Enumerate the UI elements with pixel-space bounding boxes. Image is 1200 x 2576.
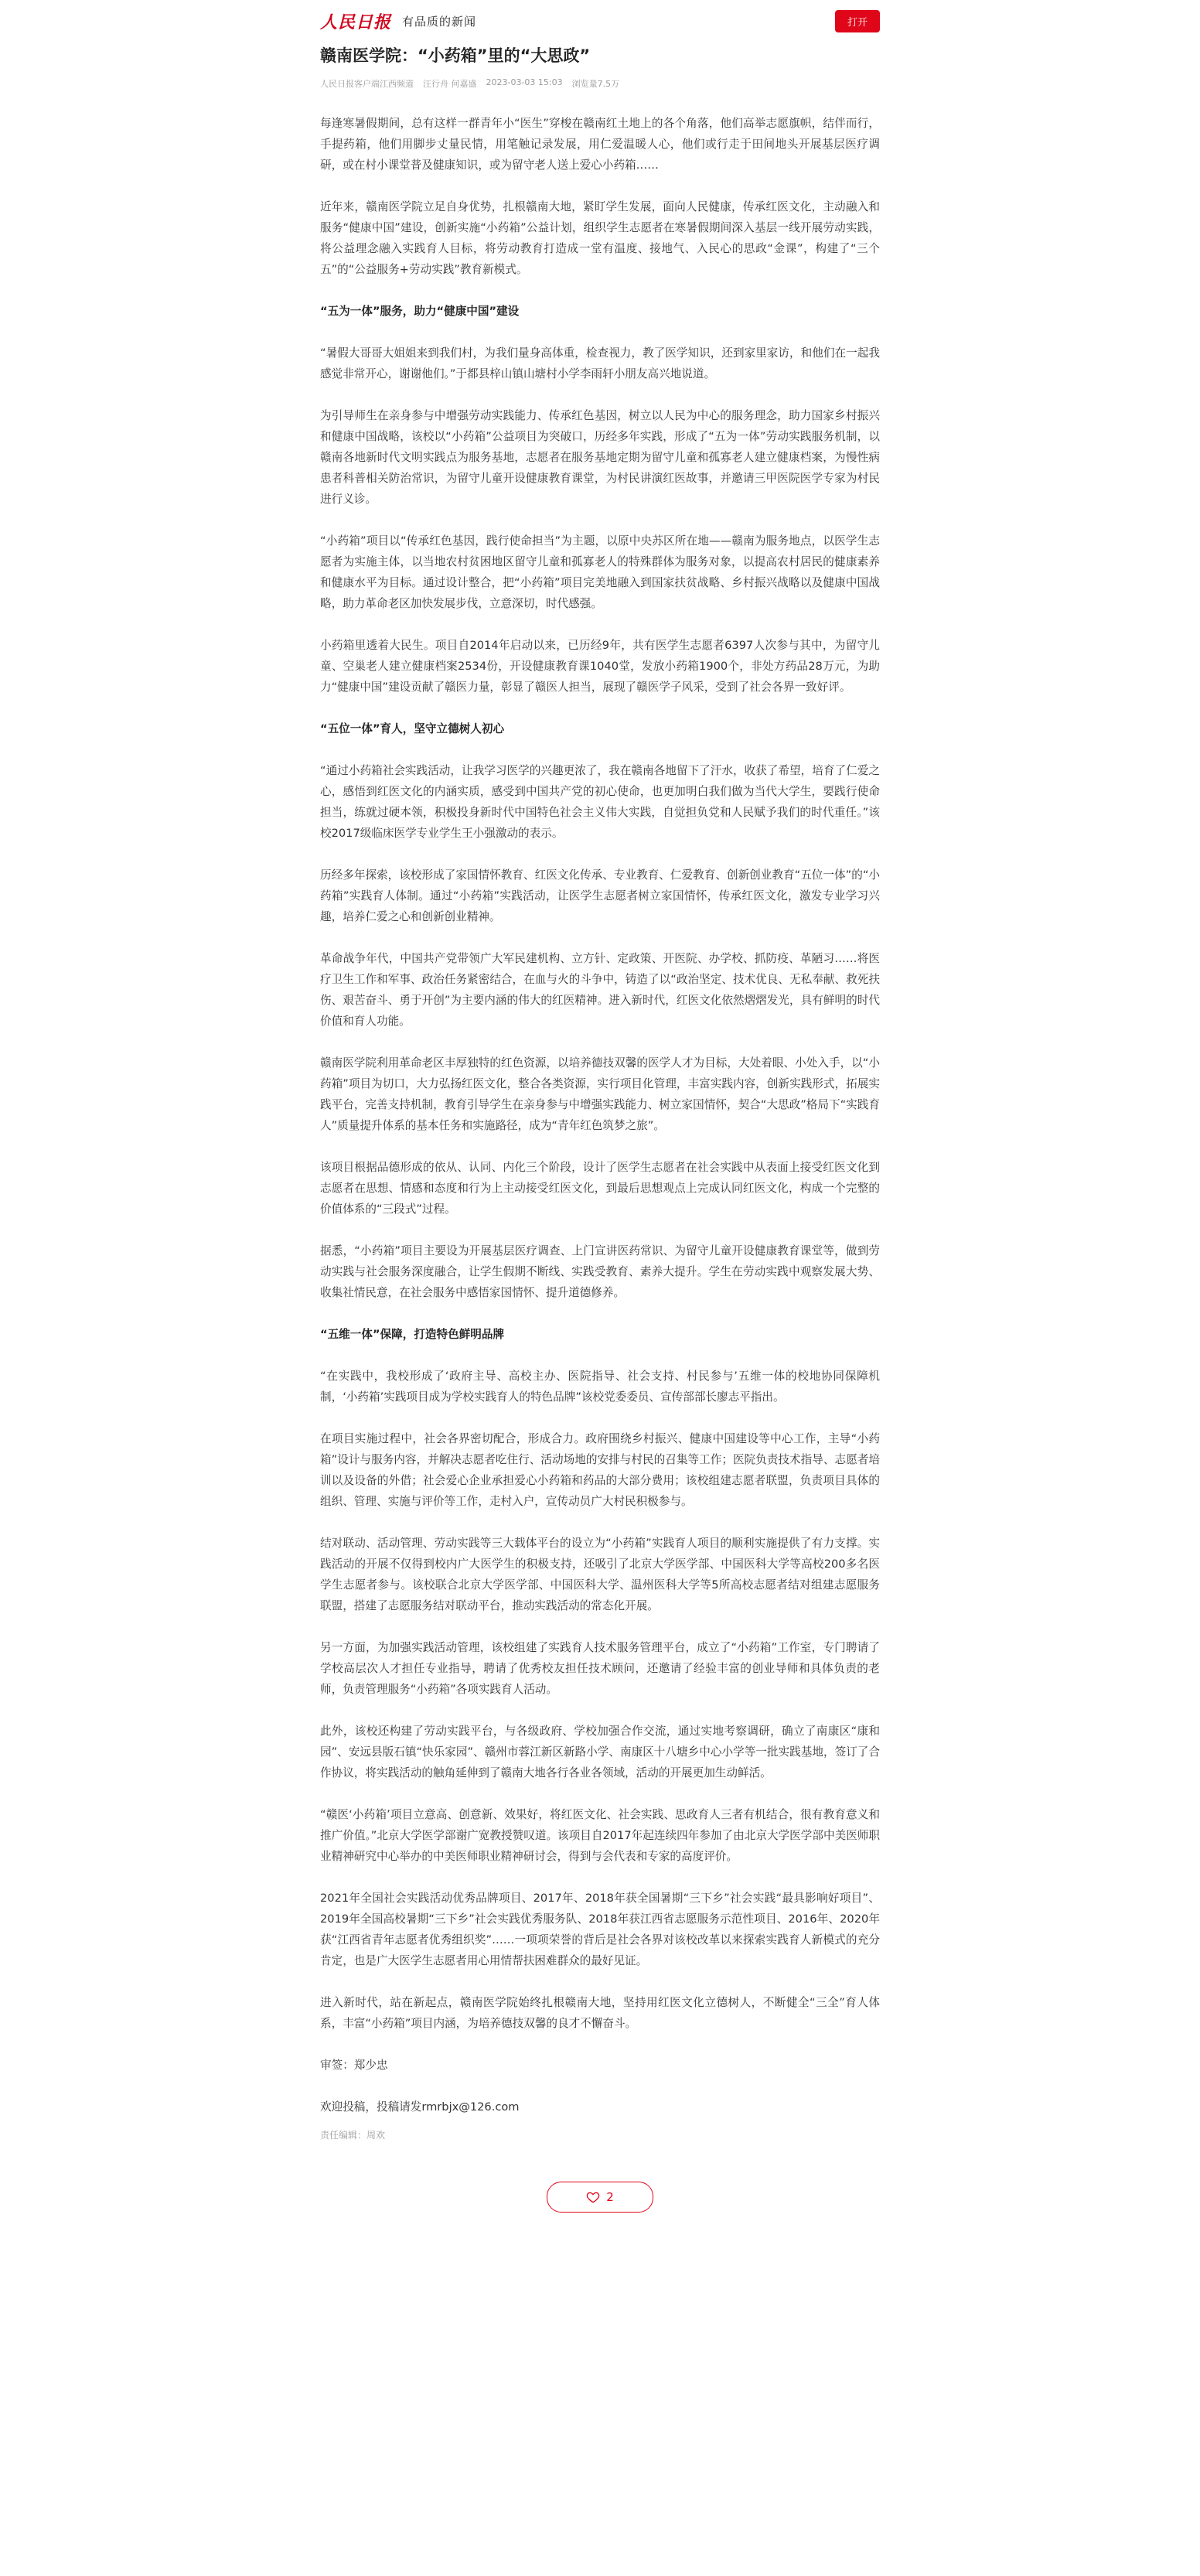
heart-icon bbox=[586, 2190, 600, 2204]
article-paragraph: 历经多年探索，该校形成了家国情怀教育、红医文化传承、专业教育、仁爱教育、创新创业教育“五位一体”的“小药箱”实践育人体制。通过“小药箱”实践活动，让医学生志愿者树立家国情怀，传承红医文化，激发专业学习兴趣，培养仁爱之心和创新创业精神。 bbox=[320, 868, 880, 923]
article-paragraph: 此外，该校还构建了劳动实践平台，与各级政府、学校加强合作交流，通过实地考察调研，确立了南康区“康和园”、安远县版石镇“快乐家园”、赣州市蓉江新区新路小学、南康区十八塘乡中心小学等一批实践基地，签订了合作协议，将实践活动的触角延伸到了赣南大地各行各业各领域，活动的开展更加生动鲜活。 bbox=[320, 1725, 880, 1779]
article-paragraph: 为引导师生在亲身参与中增强劳动实践能力、传承红色基因，树立以人民为中心的服务理念，助力国家乡村振兴和健康中国战略，该校以“小药箱”公益项目为突破口，历经多年实践，形成了“五为一体”劳动实践服务机制，以赣南各地新时代文明实践点为服务基地，志愿者在服务基地定期为留守儿童和孤寡老人建立健康档案，为慢性病患者科普相关防治常识，为留守儿童开设健康教育课堂，为村民讲演红医故事，并邀请三甲医院医学专家为村民进行义诊。 bbox=[320, 409, 880, 506]
like-area bbox=[320, 2182, 880, 2213]
article-paragraph: 审签：郑少忠 bbox=[320, 2059, 388, 2072]
article-page bbox=[320, 0, 880, 2213]
top-bar bbox=[320, 6, 880, 36]
article-paragraph: 该项目根据品德形成的依从、认同、内化三个阶段，设计了医学生志愿者在社会实践中从表面上接受红医文化到志愿者在思想、情感和态度和行为上主动接受红医文化，到最后思想观点上完成认同红医文化，构成一个完整的价值体系的“三段式”过程。 bbox=[320, 1161, 880, 1216]
meta-author: 汪行舟 何嘉盛 bbox=[423, 79, 477, 89]
article-meta bbox=[320, 77, 880, 90]
article-paragraph: 2021年全国社会实践活动优秀品牌项目、2017年、2018年获全国暑期“三下乡”社会实践“最具影响好项目”、2019年全国高校暑期“三下乡”社会实践优秀服务队、2018年获江西省志愿服务示范性项目、2016年、2020年获“江西省青年志愿者优秀组织奖”……一项项荣誉的背后是社会各界对该校改革以来探索实践育人新模式的充分肯定，也是广大医学生志愿者用心用情帮扶困难群众的最好见证。 bbox=[320, 1892, 880, 1967]
article-paragraph: “赣医‘小药箱’项目立意高、创意新、效果好，将红医文化、社会实践、思政育人三者有机结合，很有教育意义和推广价值。”北京大学医学部谢广宽教授赞叹道。该项目自2017年起连续四年参加了由北京大学医学部中美医师职业精神研究中心举办的中美医师职业精神研讨会，得到与会代表和专家的高度评价。 bbox=[320, 1808, 880, 1863]
section-heading: “五维一体”保障，打造特色鲜明品牌 bbox=[320, 1328, 505, 1341]
article-paragraph: “在实践中，我校形成了‘政府主导、高校主办、医院指导、社会支持、村民参与’五维一体的校地协同保障机制，‘小药箱’实践项目成为学校实践育人的特色品牌”该校党委委员、宣传部部长廖志平指出。 bbox=[320, 1370, 880, 1404]
article-paragraph: 进入新时代，站在新起点，赣南医学院始终扎根赣南大地，坚持用红医文化立德树人，不断健全“三全”育人体系，丰富“小药箱”项目内涵，为培养德技双馨的良才不懈奋斗。 bbox=[320, 1996, 880, 2030]
article-paragraph: 近年来，赣南医学院立足自身优势，扎根赣南大地，紧盯学生发展，面向人民健康，传承红医文化，主动融入和服务“健康中国”建设，创新实施“小药箱”公益计划，组织学生志愿者在寒暑假期间深入基层一线开展劳动实践，将公益理念融入实践育人目标，将劳动教育打造成一堂有温度、接地气、入民心的思政“金课”，构建了“三个五”的“公益服务+劳动实践”教育新模式。 bbox=[320, 200, 880, 276]
article-paragraph: 每逢寒暑假期间，总有这样一群青年小“医生”穿梭在赣南红土地上的各个角落，他们高举志愿旗帜，结伴而行，手提药箱，他们用脚步丈量民情，用笔触记录发展，用仁爱温暖人心，他们或行走于田间地头开展基层医疗调研，或在村小课堂普及健康知识，或为留守老人送上爱心小药箱…… bbox=[320, 117, 880, 172]
article-paragraph: 另一方面，为加强实践活动管理，该校组建了实践育人技术服务管理平台，成立了“小药箱”工作室，专门聘请了学校高层次人才担任专业指导，聘请了优秀校友担任技术顾问，还邀请了经验丰富的创业导师和具体负责的老师，负责管理服务“小药箱”各项实践育人活动。 bbox=[320, 1641, 880, 1696]
article-paragraph: “小药箱”项目以“传承红色基因，践行使命担当”为主题，以原中央苏区所在地——赣南为服务地点，以医学生志愿者为实施主体，以当地农村贫困地区留守儿童和孤寡老人的特殊群体为服务对象，以提高农村居民的健康素养和健康水平为目标。通过设计整合，把“小药箱”项目完美地融入到国家扶贫战略、乡村振兴战略以及健康中国战略，助力革命老区加快发展步伐，立意深切，时代感强。 bbox=[320, 534, 880, 610]
people-daily-logo[interactable]: 人民日报 bbox=[320, 12, 392, 32]
like-count: 2 bbox=[606, 2190, 614, 2204]
section-heading: “五为一体”服务，助力“健康中国”建设 bbox=[320, 305, 520, 318]
article-paragraph: 欢迎投稿，投稿请发rmrbjx@126.com bbox=[320, 2100, 520, 2114]
brand bbox=[320, 9, 476, 33]
article-body bbox=[320, 113, 880, 2117]
article-paragraph: “通过小药箱社会实践活动，让我学习医学的兴趣更浓了，我在赣南各地留下了汗水，收获了希望，培育了仁爱之心，感悟到红医文化的内涵实质，感受到中国共产党的初心使命，也更加明白我们做为当代大学生，要践行使命担当，练就过硬本领，积极投身新时代中国特色社会主义伟大实践，自觉担负党和人民赋予我们的时代重任。”该校2017级临床医学专业学生王小强激动的表示。 bbox=[320, 764, 880, 840]
meta-source: 人民日报客户端江西频道 bbox=[320, 79, 414, 89]
responsible-editor: 责任编辑：周欢 bbox=[320, 2130, 386, 2141]
meta-views: 浏览量7.5万 bbox=[571, 79, 620, 89]
article-paragraph: 结对联动、活动管理、劳动实践等三大载体平台的设立为“小药箱”实践育人项目的顺利实施提供了有力支撑。实践活动的开展不仅得到校内广大医学生的积极支持，还吸引了北京大学医学部、中国医科大学等高校200多名医学生志愿者参与。该校联合北京大学医学部、中国医科大学、温州医科大学等5所高校志愿者结对组建志愿服务联盟，搭建了志愿服务结对联动平台，推动实践活动的常态化开展。 bbox=[320, 1537, 880, 1612]
article-title: 赣南医学院：“小药箱”里的“大思政” bbox=[320, 46, 591, 65]
article-paragraph: 在项目实施过程中，社会各界密切配合，形成合力。政府围绕乡村振兴、健康中国建设等中心工作，主导“小药箱”设计与服务内容，并解决志愿者吃住行、活动场地的安排与村民的召集等工作；医院负责技术指导、志愿者培训以及设备的外借；社会爱心企业承担爱心小药箱和药品的大部分费用；该校组建志愿者联盟，负责项目具体的组织、管理、实施与评价等工作，走村入户，宣传动员广大村民积极参与。 bbox=[320, 1432, 880, 1508]
article-paragraph: 小药箱里透着大民生。项目自2014年启动以来，已历经9年，共有医学生志愿者6397人次参与其中，为留守儿童、空巢老人建立健康档案2534份，开设健康教育课1040堂，发放小药箱1900个，非处方药品28万元，为助力“健康中国”建设贡献了赣医力量，彰显了赣医人担当，展现了赣医学子风采，受到了社会各界一致好评。 bbox=[320, 639, 880, 694]
section-heading: “五位一体”育人，坚守立德树人初心 bbox=[320, 722, 505, 735]
open-app-button[interactable]: 打开 bbox=[835, 10, 880, 32]
article-paragraph: 赣南医学院利用革命老区丰厚独特的红色资源，以培养德技双馨的医学人才为目标，大处着眼、小处入手，以“小药箱”项目为切口，大力弘扬红医文化，整合各类资源，实行项目化管理，丰富实践内容，创新实践形式，拓展实践平台，完善支持机制，教育引导学生在亲身参与中增强实践能力、树立家国情怀，契合“大思政”格局下“实践育人”质量提升体系的基本任务和实施路径，成为“青年红色筑梦之旅”。 bbox=[320, 1056, 880, 1132]
article-paragraph: 据悉，“小药箱”项目主要设为开展基层医疗调查、上门宣讲医药常识、为留守儿童开设健康教育课堂等，做到劳动实践与社会服务深度融合，让学生假期不断线、实践受教育、素养大提升。学生在劳动实践中观察发展大势、收集社情民意，在社会服务中感悟家国情怀、提升道德修养。 bbox=[320, 1244, 880, 1299]
meta-time: 2023-03-03 15:03 bbox=[486, 77, 563, 87]
slogan: 有品质的新闻 bbox=[402, 14, 477, 29]
article-paragraph: “暑假大哥哥大姐姐来到我们村，为我们量身高体重，检查视力，教了医学知识，还到家里家访，和他们在一起我感觉非常开心，谢谢他们。”于都县梓山镇山塘村小学李雨轩小朋友高兴地说道。 bbox=[320, 346, 880, 380]
article-paragraph: 革命战争年代，中国共产党带领广大军民建机构、立方针、定政策、开医院、办学校、抓防疫、革陋习……将医疗卫生工作和军事、政治任务紧密结合，在血与火的斗争中，铸造了以“政治坚定、技术优良、无私奉献、救死扶伤、艰苦奋斗、勇于开创”为主要内涵的伟大的红医精神。进入新时代，红医文化依然熠熠发光，具有鲜明的时代价值和育人功能。 bbox=[320, 952, 880, 1028]
like-button[interactable] bbox=[547, 2182, 653, 2213]
